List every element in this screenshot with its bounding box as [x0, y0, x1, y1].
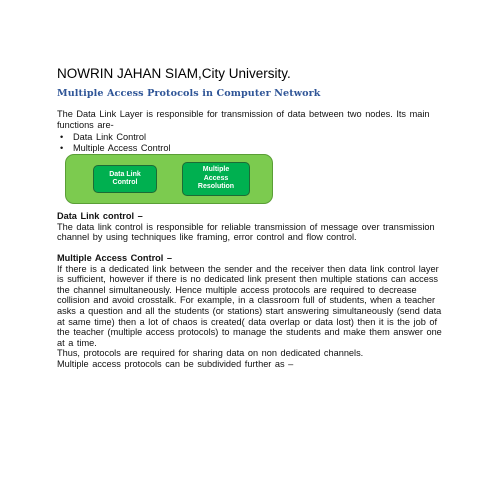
author-line: NOWRIN JAHAN SIAM,City University.	[57, 66, 291, 81]
list-item	[57, 132, 171, 143]
intro-paragraph: The Data Link Layer is responsible for transmission of data between two nodes. Its main functions are-	[57, 109, 430, 130]
section-paragraph: Thus, protocols are required for sharing data on non dedicated channels.	[57, 348, 364, 359]
data-link-control-box	[93, 165, 157, 193]
section-paragraph: Multiple access protocols can be subdivided further as –	[57, 358, 294, 369]
data-link-control-section	[57, 211, 447, 243]
document-title: Multiple Access Protocols in Computer Network	[57, 88, 321, 99]
section-heading: Data Link control –	[57, 211, 143, 221]
bullet-icon: •	[60, 142, 64, 153]
multiple-access-resolution-box	[182, 162, 250, 196]
box-label-line: Multiple	[202, 166, 230, 174]
box-label-line: Control	[112, 179, 138, 186]
section-heading: Multiple Access Control –	[57, 253, 172, 263]
list-item-text: Data Link Control	[73, 132, 146, 142]
list-item-text: Multiple Access Control	[73, 142, 171, 153]
section-body: The data link control is responsible for reliable transmission of message over transmission channel by using techniques like framing, error control and flow control.	[57, 221, 435, 243]
multiple-access-control-section	[57, 253, 447, 370]
functions-list	[57, 132, 171, 153]
box-label-line: Resolution	[197, 183, 235, 191]
bullet-icon: •	[60, 132, 64, 142]
list-item	[57, 143, 171, 154]
section-body: If there is a dedicated link between the sender and the receiver then data link control layer is sufficient, however if there is no dedicated link present then multiple stations can access the channel simultaneously. Hence multiple access protocols are required to decrease collision and avoid crosstalk. For example, in a classroom full of students, when a teacher asks a question and all the students (or stations) start answering simultaneously (send data at same time) then a lot of chaos is created( data overlap or data lost) then it is the job of the teacher (multiple access protocols) to manage the students and make them answer one at a time.	[57, 263, 442, 348]
box-label-line: Data Link	[109, 170, 141, 178]
box-label-line: Access	[203, 174, 229, 182]
functions-diagram	[65, 154, 273, 204]
